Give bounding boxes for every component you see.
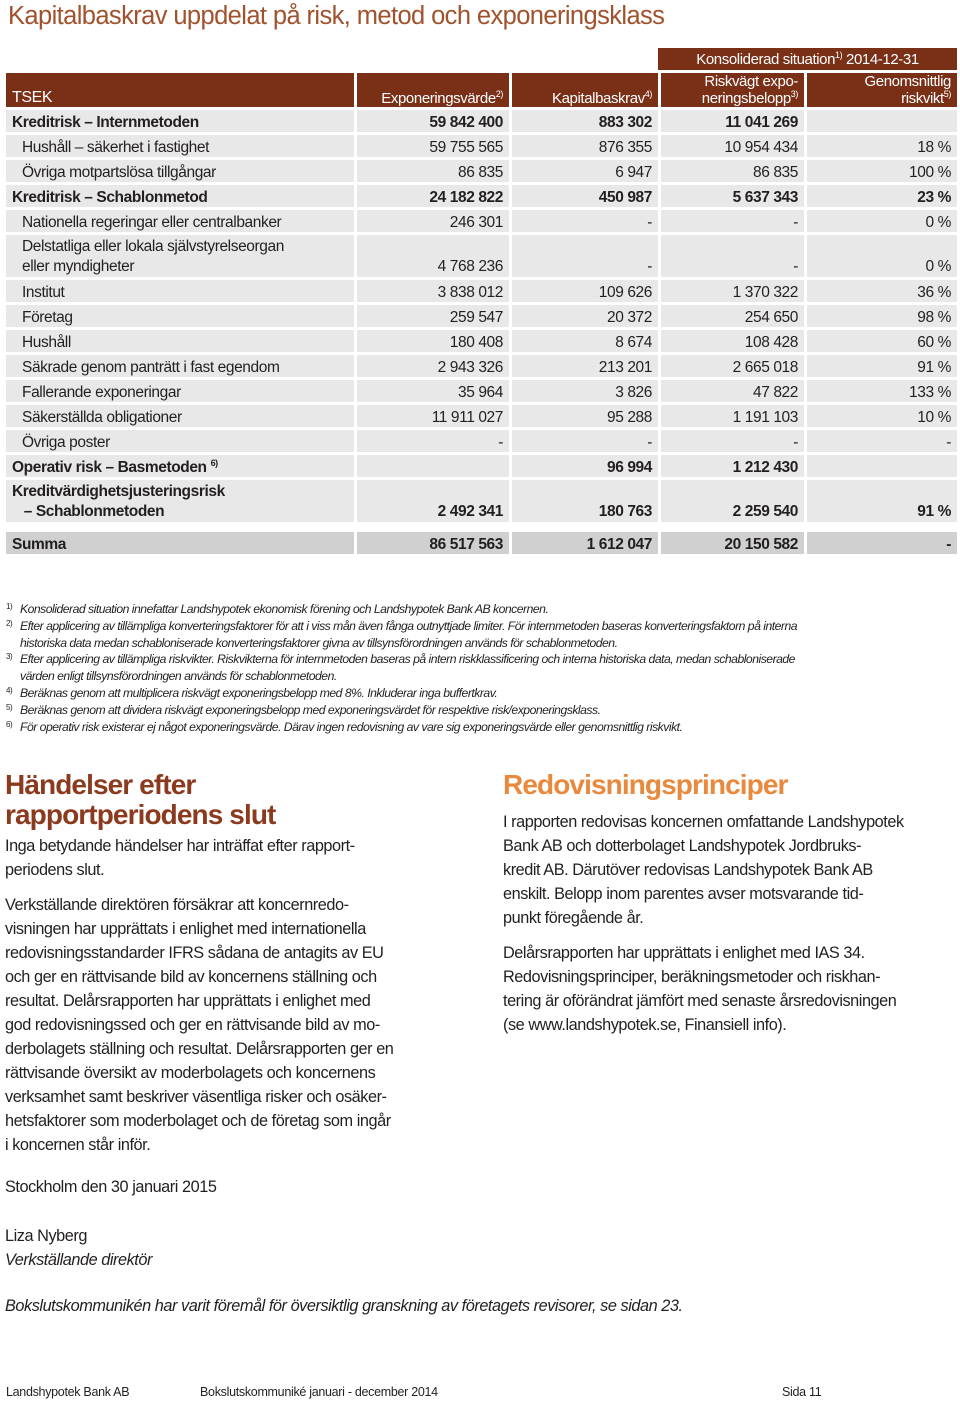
col-header-capital-requirement: Kapitalbaskrav$^{4)}$	[509, 73, 658, 107]
table-row: Kreditrisk – Schablonmetod 24 182 822 450 987 5 637 343 23 %	[6, 185, 957, 207]
table-sum-row: Summa 86 517 563 1 612 047 20 150 582 -	[6, 532, 957, 554]
audit-note: Bokslutskommunikén har varit föremål för översiktlig granskning av företagets revisorer, se sidan 23.	[5, 1297, 683, 1315]
col-header-average-risk-weight: Genomsnittlig riskvikt$^{5)}$	[804, 73, 957, 107]
table-row: Säkrade genom panträtt i fast egendom 2 943 326 213 201 2 665 018 91 %	[6, 355, 957, 377]
footer-report: Bokslutskommuniké januari - december 2014	[200, 1385, 438, 1399]
table-row: Hushåll 180 408 8 674 108 428 60 %	[6, 330, 957, 352]
footnote-1: 1) Konsoliderad situation innefattar Landshypotek ekonomisk förening och Landshypotek Bank AB koncernen.	[6, 602, 549, 616]
ceo-assurance-paragraph: Verkställande direktören försäkrar att koncernredo- visningen har upprättats i enlighet med internationella redovisningsstandarder IFRS sådana de antagits av EU och ger en rättvisande bild av koncernens ställning och resultat. Delårsrapporten har upprättats i enlighet med god redovisningssed och ger en rättvisande bild av mo- derbolagets ställning och resultat. Delårsrapporten ger en rättvisande översikt av moderbolagets och koncernens verksamhet samt beskriver väsentliga risker och osäker- hetsfaktorer som moderbolaget och de företag som ingår i koncernen står inför.	[5, 896, 394, 1154]
events-after-period-section	[5, 770, 465, 1157]
footer-company: Landshypotek Bank AB	[6, 1385, 130, 1399]
accounting-principles-section	[503, 770, 953, 1037]
consolidated-situation-header: Konsoliderad situation$^{1)}$ 2014-12-31	[658, 48, 957, 70]
footnote-5: 5) Beräknas genom att dividera riskvägt exponeringsbelopp med exponeringsvärdet för respektive risk/exponeringsklass.	[6, 702, 601, 717]
signer-title: Verkställande direktör	[5, 1251, 152, 1269]
table-footnotes	[6, 601, 956, 735]
col-header-risk-weighted-amount: Riskvägt expo- neringsbelopp$^{3)}$	[658, 73, 804, 107]
table-row: Operativ risk – Basmetoden $^{6)}$ 96 994 1 212 430	[6, 455, 957, 477]
table-row: Hushåll – säkerhet i fastighet 59 755 565 876 355 10 954 434 18 %	[6, 135, 957, 157]
footer-page-number: Sida 11	[782, 1385, 822, 1399]
table-super-header-row	[6, 48, 957, 70]
accounting-paragraph-2: Delårsrapporten har upprättats i enlighet med IAS 34. Redovisningsprinciper, beräkningsmetoder och riskhan- tering är oförändrat jämfört med senaste årsredovisningen (se www.landshypotek.se, Finansiell info).	[503, 944, 897, 1034]
table-row: Kreditvärdighetsjusteringsrisk – Schablonmetoden 2 492 341 180 763 2 259 540 91 %	[6, 480, 957, 522]
accounting-principles-heading: Redovisningsprinciper	[503, 769, 788, 800]
table-row: Övriga motpartslösa tillgångar 86 835 6 947 86 835 100 %	[6, 160, 957, 182]
table-row: Nationella regeringar eller centralbanker 246 301 - - 0 %	[6, 210, 957, 232]
col-header-exposure: Exponeringsvärde$^{2)}$	[354, 73, 509, 107]
table-row: Kreditrisk – Internmetoden 59 842 400 883 302 11 041 269	[6, 110, 957, 132]
page-title: Kapitalbaskrav uppdelat på risk, metod och exponeringsklass	[8, 2, 665, 30]
table-row: Övriga poster - - - -	[6, 430, 957, 452]
footnote-3: 3) Efter applicering av tillämpliga riskvikter. Riskvikterna för internmetoden baseras på intern riskklassificering och interna historiska data, medan schabloniserade värden enligt tillsynsförordningen används för schablonmetoden.	[6, 652, 795, 684]
events-heading: Händelser efter rapportperiodens slut	[5, 769, 276, 830]
col-header-tsek: TSEK	[6, 73, 354, 107]
capital-requirements-table	[6, 45, 957, 557]
place-date: Stockholm den 30 januari 2015	[5, 1178, 217, 1196]
accounting-paragraph-1: I rapporten redovisas koncernen omfattande Landshypotek Bank AB och dotterbolaget Landshypotek Jordbruks- kredit AB. Därutöver redovisas Landshypotek Bank AB enskilt. Belopp inom parentes avser motsvarande tid- punkt föregående år.	[503, 813, 904, 927]
footnote-2: 2) Efter applicering av tillämpliga konverteringsfaktorer för att i viss mån även fånga outnyttjade limiter. För internmetoden baseras konverteringsfaktorn på interna historiska data medan schabloniserade konverteringsfaktorer givna av tillsynsförordningen används för schablonmetoden.	[6, 618, 798, 650]
table-row: Företag 259 547 20 372 254 650 98 %	[6, 305, 957, 327]
events-paragraph: Inga betydande händelser har inträffat efter rapport- periodens slut.	[5, 837, 355, 879]
signer-name: Liza Nyberg	[5, 1227, 87, 1245]
table-row: Fallerande exponeringar 35 964 3 826 47 822 133 %	[6, 380, 957, 402]
footnote-4: 4) Beräknas genom att multiplicera riskvägt exponeringsbelopp med 8%. Inkluderar inga buffertkrav.	[6, 685, 498, 700]
table-row: Säkerställda obligationer 11 911 027 95 288 1 191 103 10 %	[6, 405, 957, 427]
table-row: Institut 3 838 012 109 626 1 370 322 36 %	[6, 280, 957, 302]
table-row: Delstatliga eller lokala självstyrelseorgan eller myndigheter 4 768 236 - - 0 %	[6, 235, 957, 277]
footnote-6: 6) För operativ risk existerar ej något exponeringsvärde. Därav ingen redovisning av vare sig exponeringsvärde eller genomsnittlig riskvikt.	[6, 719, 683, 734]
table-header-row	[6, 73, 957, 107]
